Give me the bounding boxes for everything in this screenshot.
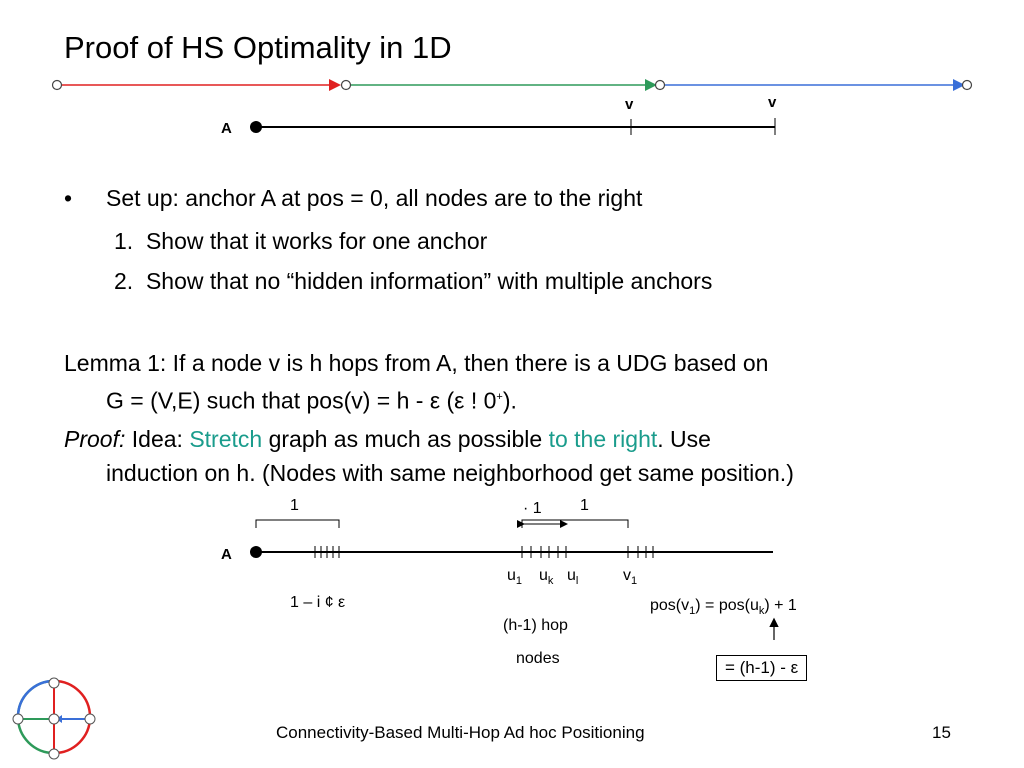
u1-base: u [507,567,516,584]
bracket-left-one: 1 [290,497,299,514]
bottom-anchor-label: A [221,546,232,563]
pos-equation [650,597,797,617]
proof-line-1 [64,422,794,456]
bracket-right-one: 1 [580,497,589,514]
ul-sub: l [575,575,579,588]
pos-b: ) = pos(u [695,597,759,614]
v1-sub: 1 [631,575,638,588]
top-anchor-label: A [221,120,232,137]
v1-base: v [623,567,631,584]
lemma-paragraph [64,346,768,418]
numbered-item-2 [114,268,712,295]
u1-sub: 1 [515,575,523,588]
top-number-line [250,118,775,135]
item-1-text: Show that it works for one anchor [145,228,488,254]
slide-title: Proof of HS Optimality in 1D [64,30,452,65]
lemma-text-c: ! 0 [464,387,497,414]
result-box [716,655,807,681]
approx-one-label: · 1 [523,500,542,517]
proof-idea: Idea: [125,426,190,452]
pos-subk: k [758,605,765,618]
logo-icon [13,678,95,759]
lemma-text-d: ). [502,387,517,414]
box-text: = (h-1) - [725,658,791,677]
proof-line-2: induction on h. (Nodes with same neighborhood get same position.) [106,460,794,486]
ul-base: u [567,567,576,584]
proof-stretch: Stretch [189,426,263,452]
item-2-text: Show that no “hidden information” with multiple anchors [145,268,713,294]
lemma-line-1: Lemma 1: If a node v is h hops from A, then there is a UDG based on [64,350,769,376]
item-1-number: 1. [114,228,134,254]
proof-label: Proof: [64,426,126,452]
proof-mid: graph as much as possible [262,426,549,452]
setup-bullet-text: Set up: anchor A at pos = 0, all nodes are to the right [106,185,643,211]
footer-title: Connectivity-Based Multi-Hop Ad hoc Positioning [276,723,645,742]
page-number: 15 [932,723,951,742]
hop-nodes-line-2: nodes [516,650,560,667]
top-v-label-2: v [768,94,777,111]
lemma-text-a: G = (V,E) such that pos(v) = h - [106,387,430,414]
uk-sub: k [547,575,554,588]
setup-bullet: • Set up: anchor A at pos = 0, all nodes are to the right [64,185,643,211]
left-expr-text: 1 – i ¢ [290,594,339,611]
lemma-text-b: ( [440,387,455,414]
proof-end: . Use [657,426,711,452]
left-expression [290,594,345,612]
pos-c: ) + 1 [764,597,797,614]
box-eps: ε [790,658,799,677]
proof-paragraph [64,422,794,490]
numbered-item-1 [114,228,487,255]
header-decoration [53,81,972,90]
ul-label [567,567,578,587]
lemma-eps-2: ε [454,387,465,414]
uk-label [539,567,553,587]
top-v-label-1: v [625,96,634,113]
lemma-sup-plus: + [496,391,503,403]
item-2-number: 2. [114,268,134,294]
hop-nodes-line-1: (h-1) hop [503,617,568,634]
left-expr-eps: ε [338,594,346,611]
u1-label [507,567,522,587]
proof-right: to the right [548,426,658,452]
lemma-line-2 [64,380,768,418]
pos-sub1: 1 [689,605,696,618]
uk-base: u [539,567,548,584]
lemma-eps-1: ε [429,387,441,414]
v1-label [623,567,637,587]
pos-a: pos(v [650,597,690,614]
